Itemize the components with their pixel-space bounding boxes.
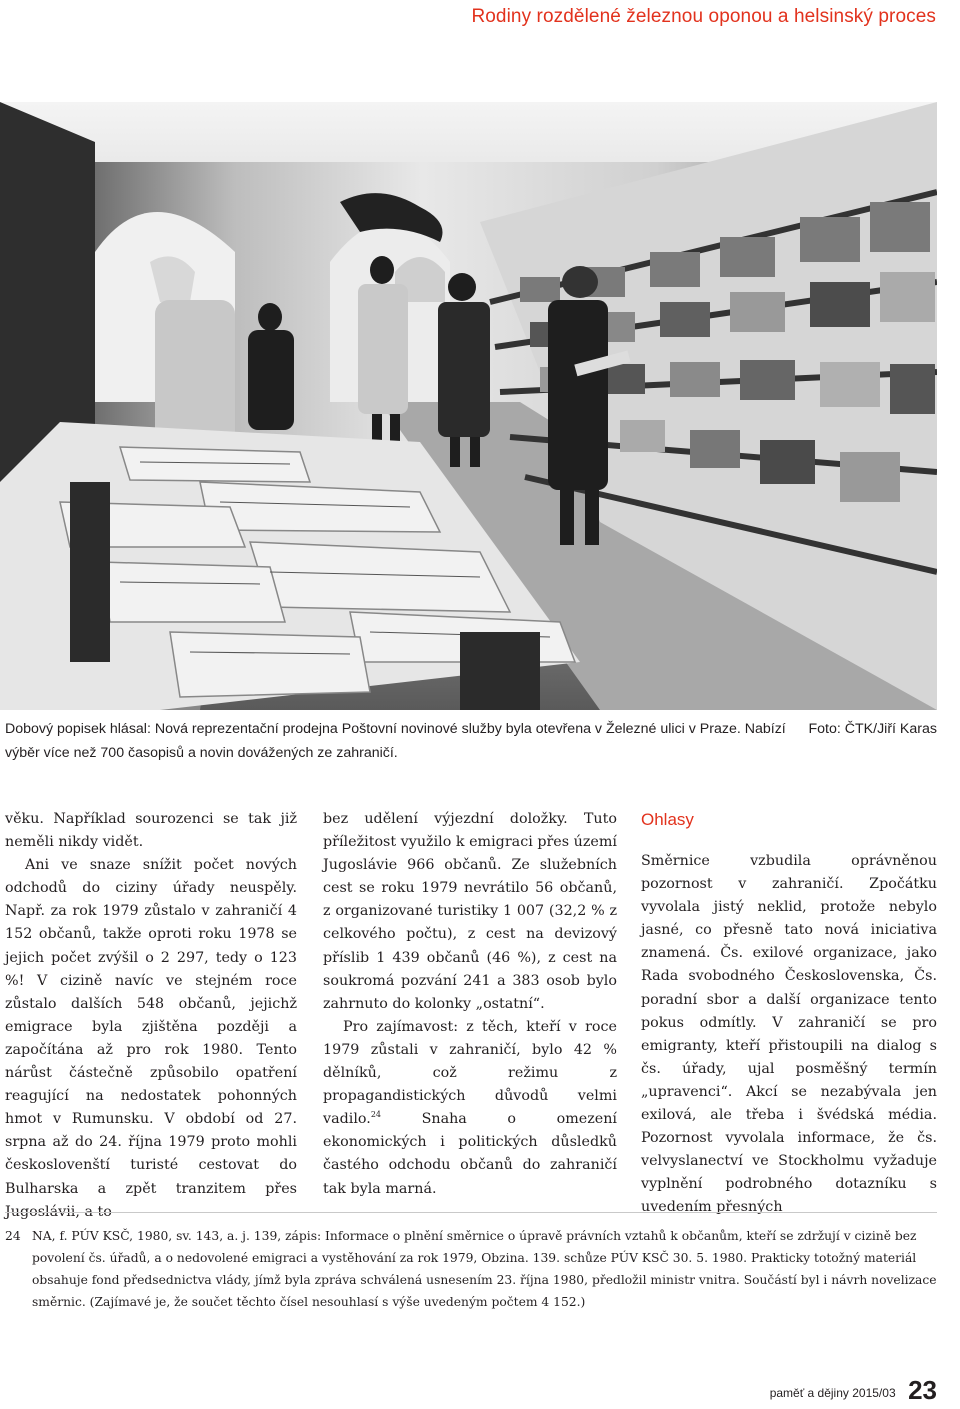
journal-name: paměť a dějiny 2015/03 — [769, 1386, 896, 1400]
box-title: Ohlasy — [641, 810, 694, 829]
page-number: 23 — [908, 1375, 937, 1405]
paragraph-text: Pro zajímavost: z těch, kteří v roce 1979 zůstali v zahraničí, bylo 42 % dělníků, což režimu z propagandistických důvodů velmi vadilo. — [323, 1018, 617, 1128]
paragraph-text: Snaha o omezení ekonomických i politických důsledků častého odchodu občanů do zahraničí tak byla marná. — [323, 1111, 617, 1197]
paragraph — [323, 1016, 617, 1201]
photo-caption — [5, 717, 937, 765]
newsstand-photo — [0, 102, 937, 710]
paragraph: Ani ve snaze snížit počet nových odchodů do ciziny úřady neuspěly. Např. za rok 1979 zůstalo v zahraničí 4 152 občanů, takže oproti roku 1978 se jejich počet zvýšil o 2 297, tedy o 123 %! V cizině navíc ve stejném roce zůstalo dalších 548 občanů, jejichž emigrace byla zjištěna později a započítána až pro rok 1980. Tento nárůst částečně způsobilo opatření reagující na nedostatek pohonných hmot v Rumunsku. V období od 27. srpna až do 24. října 1979 proto mohli českoslovenští turisté cestovat do Bulharska a zpět tranzitem přes Jugoslávii, a to — [5, 857, 297, 1220]
footnote-divider — [5, 1212, 937, 1213]
paragraph: Směrnice vzbudila oprávněnou pozornost v zahraničí. Zpočátku vyvolala jistý neklid, protože nebylo jasné, co přesně tato nová iniciativa znamená. Čs. exilové organizace, jako Rada svobodného Československa, Čs. poradní sbor a další organizace tento pokus odmítly. V zahraničí se pro emigranty, kteří přistoupili na dialog s čs. úřady, ujal posměšný termín „upravenci“. Akcí se nezabývala jen exilová, ale třeba i švédská média. Pozornost vyvolala informace, že čs. velvyslanectví ve Stockholmu vyžaduje vyplnění podrobného dotazníku s uvedením přesných — [641, 853, 937, 1216]
paragraph: bez udělení výjezdní doložky. Tuto příležitost využilo k emigraci přes území Jugoslávie 966 občanů. Ze služebních cest se roku 1979 nevrátilo 56 občanů, z organizované turistiky 1 007 (32,2 % z celkového počtu), z cest na devizový příslib 1 439 občanů (46 %), z cest na soukromá pozvání 241 a 383 osob bylo zahrnuto do kolonky „ostatní“. — [323, 811, 617, 1012]
text-column-1 — [5, 808, 297, 1224]
paragraph: věku. Například sourozenci se tak již neměli nikdy vidět. — [5, 811, 297, 851]
footnote-number: 24 — [5, 1229, 21, 1243]
caption-text: Dobový popisek hlásal: Nová reprezentační prodejna Poštovní novinové služby byla otevřena v Železné ulici v Praze. Nabízí výběr více než 700 časopisů a novin dovážených ze zahraničí. — [5, 721, 786, 761]
text-column-2 — [323, 808, 617, 1201]
sidebar-box — [641, 808, 937, 1220]
photo-illustration — [0, 102, 937, 710]
running-header-title: Rodiny rozdělené železnou oponou a helsinský proces — [471, 6, 936, 27]
page-footer — [770, 1375, 937, 1406]
footnote-reference: 24 — [370, 1110, 381, 1120]
footnote — [5, 1225, 937, 1313]
footnote-text: NA, f. PÚV KSČ, 1980, sv. 143, a. j. 139, zápis: Informace o plnění směrnice o úpravě právních vztahů k občanům, kteří se zdržují v cizině bez povolení čs. úřadů, a o nedovolené emigraci a vystěhování za rok 1979, Obzina. 139. schůze PÚV KSČ 30. 5. 1980. Prakticky totožný materiál obsahuje fond předsednictva vlády, jímž byla zpráva schválená usnesením 23. října 1980, předložil ministr vnitra. Součástí byl i návrh novelizace směrnic. (Zajímavé je, že součet těchto čísel nesouhlasí s výše uvedeným počtem 4 152.) — [32, 1229, 937, 1309]
photo-credit: Foto: ČTK/Jiří Karas — [808, 721, 937, 737]
